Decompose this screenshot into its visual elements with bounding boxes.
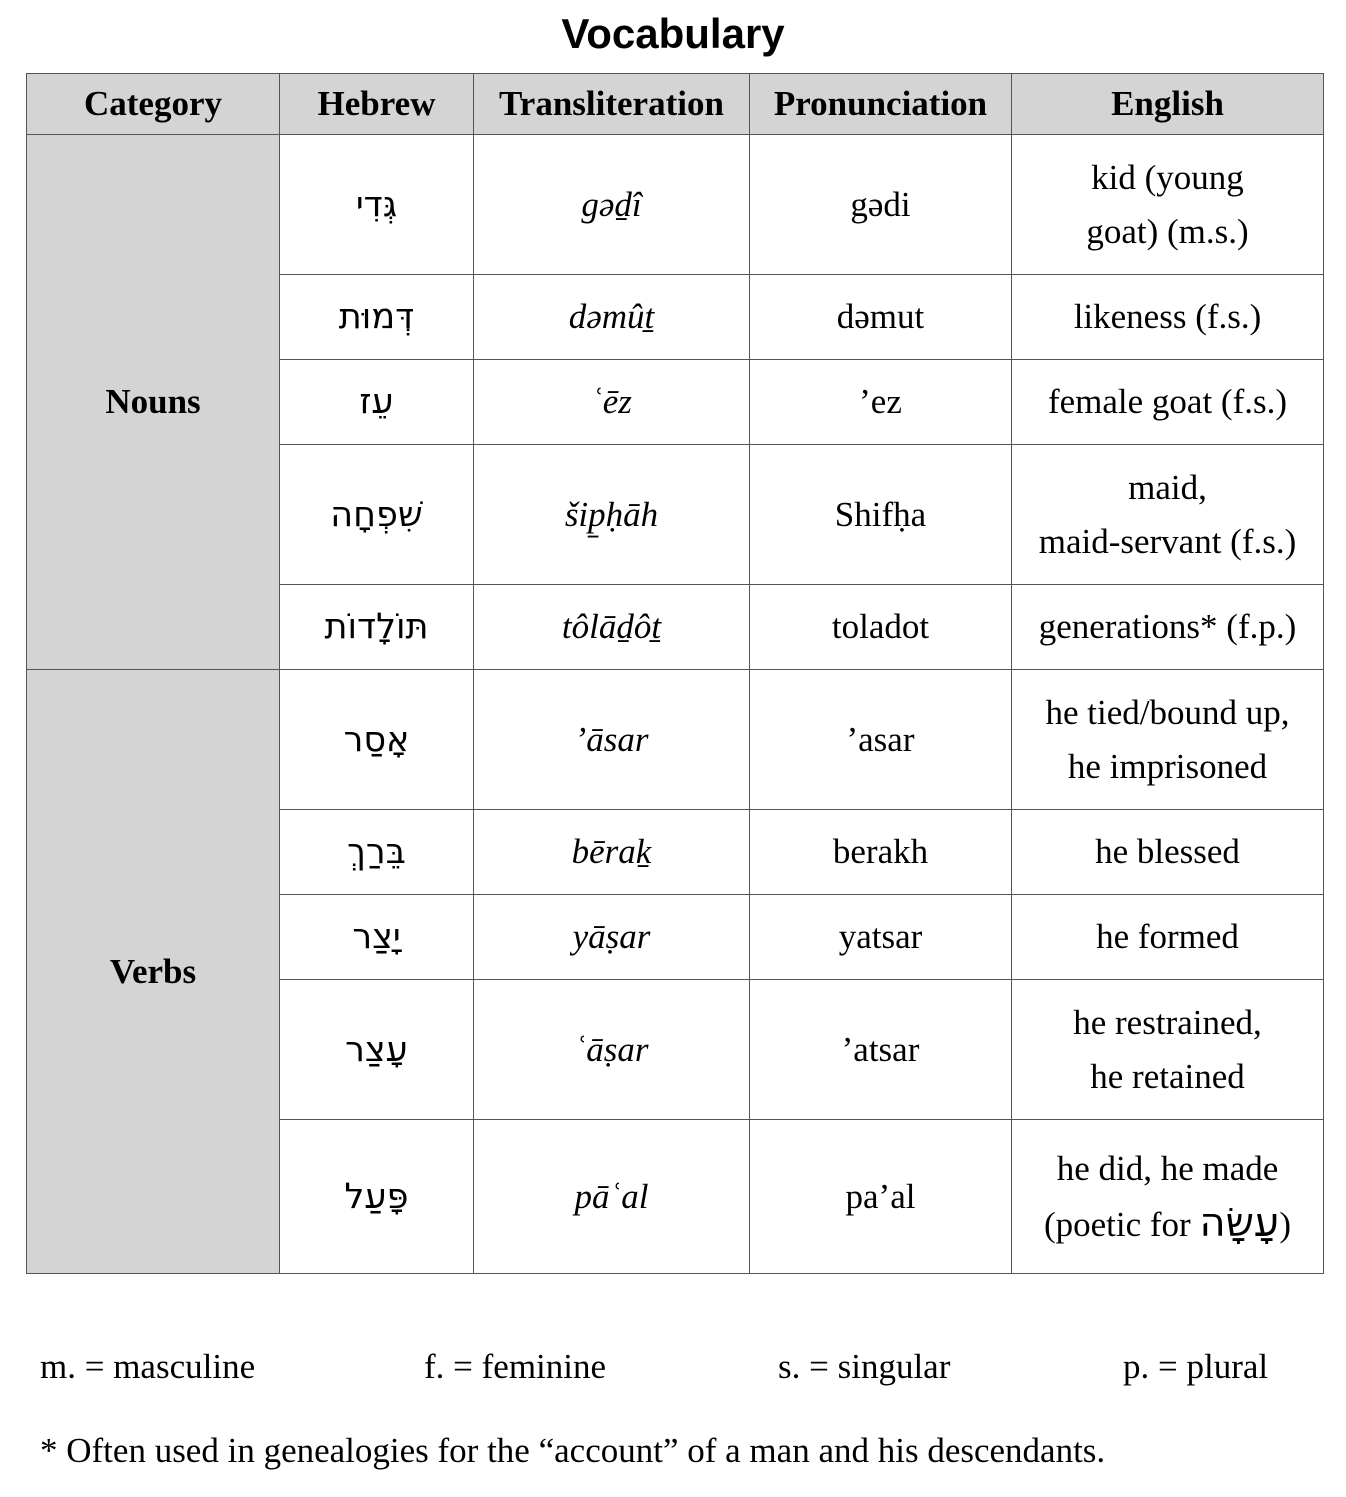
hebrew-cell: דְּמוּת [280, 275, 474, 360]
hebrew-cell: אָסַר [280, 670, 474, 810]
hebrew-cell: שִׁפְחָה [280, 445, 474, 585]
hebrew-cell: גְּדִי [280, 135, 474, 275]
english-cell: he formed [1012, 895, 1324, 980]
english-cell: female goat (f.s.) [1012, 360, 1324, 445]
category-verbs: Verbs [27, 670, 280, 1274]
pronunciation-cell: yatsar [750, 895, 1012, 980]
english-line: he tied/bound up, [1045, 692, 1290, 732]
column-header-hebrew: Hebrew [280, 74, 474, 135]
pronunciation-cell: gədi [750, 135, 1012, 275]
english-text: (poetic for [1043, 1204, 1200, 1244]
vocabulary-table [26, 73, 1324, 1274]
english-line: he did, he made [1056, 1148, 1279, 1188]
pronunciation-cell: ’atsar [750, 980, 1012, 1120]
english-line: he imprisoned [1067, 746, 1268, 786]
english-cell [1012, 1120, 1324, 1274]
transliteration-cell: dəmûṯ [474, 275, 750, 360]
english-line: goat) (m.s.) [1086, 211, 1249, 251]
english-line: maid-servant (f.s.) [1038, 521, 1297, 561]
english-cell: generations* (f.p.) [1012, 585, 1324, 670]
pronunciation-cell: dəmut [750, 275, 1012, 360]
english-cell: likeness (f.s.) [1012, 275, 1324, 360]
pronunciation-cell: pa’al [750, 1120, 1012, 1274]
hebrew-cell: עָצַר [280, 980, 474, 1120]
transliteration-cell: yāṣar [474, 895, 750, 980]
hebrew-cell: עֵז [280, 360, 474, 445]
column-header-english: English [1012, 74, 1324, 135]
legend-feminine: f. = feminine [424, 1347, 607, 1386]
page-title: Vocabulary [561, 10, 785, 57]
english-cell: he blessed [1012, 810, 1324, 895]
table-row [27, 135, 1324, 275]
english-line: maid, [1128, 467, 1207, 507]
english-cell [1012, 445, 1324, 585]
column-header-category: Category [27, 74, 280, 135]
transliteration-cell: ’āsar [474, 670, 750, 810]
english-line: kid (young [1091, 157, 1244, 197]
table-header-row [27, 74, 1324, 135]
english-text: ) [1279, 1204, 1292, 1244]
column-header-transliteration: Transliteration [474, 74, 750, 135]
transliteration-cell: ʿēz [474, 360, 750, 445]
english-cell [1012, 980, 1324, 1120]
hebrew-cell: תּוֹלָדוֹת [280, 585, 474, 670]
transliteration-cell: bērak̠ [474, 810, 750, 895]
english-cell [1012, 670, 1324, 810]
legend-singular: s. = singular [778, 1347, 951, 1386]
pronunciation-cell: berakh [750, 810, 1012, 895]
table-row [27, 670, 1324, 810]
english-cell [1012, 135, 1324, 275]
transliteration-cell: gəḏî [474, 135, 750, 275]
category-nouns: Nouns [27, 135, 280, 670]
hebrew-cell: פָּעַל [280, 1120, 474, 1274]
pronunciation-cell: ’asar [750, 670, 1012, 810]
pronunciation-cell: ’ez [750, 360, 1012, 445]
english-line: he restrained, [1073, 1002, 1262, 1042]
hebrew-cell: יָצַר [280, 895, 474, 980]
english-line: he retained [1090, 1056, 1245, 1096]
footnote: * Often used in genealogies for the “account” of a man and his descendants. [40, 1431, 1106, 1470]
legend-plural: p. = plural [1123, 1347, 1269, 1386]
transliteration-cell: šip̱ḥāh [474, 445, 750, 585]
hebrew-cell: בֵּרַךְ [280, 810, 474, 895]
transliteration-cell: pāʿal [474, 1120, 750, 1274]
pronunciation-cell: Shifḥa [750, 445, 1012, 585]
transliteration-cell: tôlāḏôṯ [474, 585, 750, 670]
pronunciation-cell: toladot [750, 585, 1012, 670]
transliteration-cell: ʿāṣar [474, 980, 750, 1120]
hebrew-inline-word: עָשָׂה [1199, 1199, 1280, 1246]
english-line [1012, 1196, 1323, 1252]
legend-masculine: m. = masculine [40, 1347, 256, 1386]
column-header-pronunciation: Pronunciation [750, 74, 1012, 135]
